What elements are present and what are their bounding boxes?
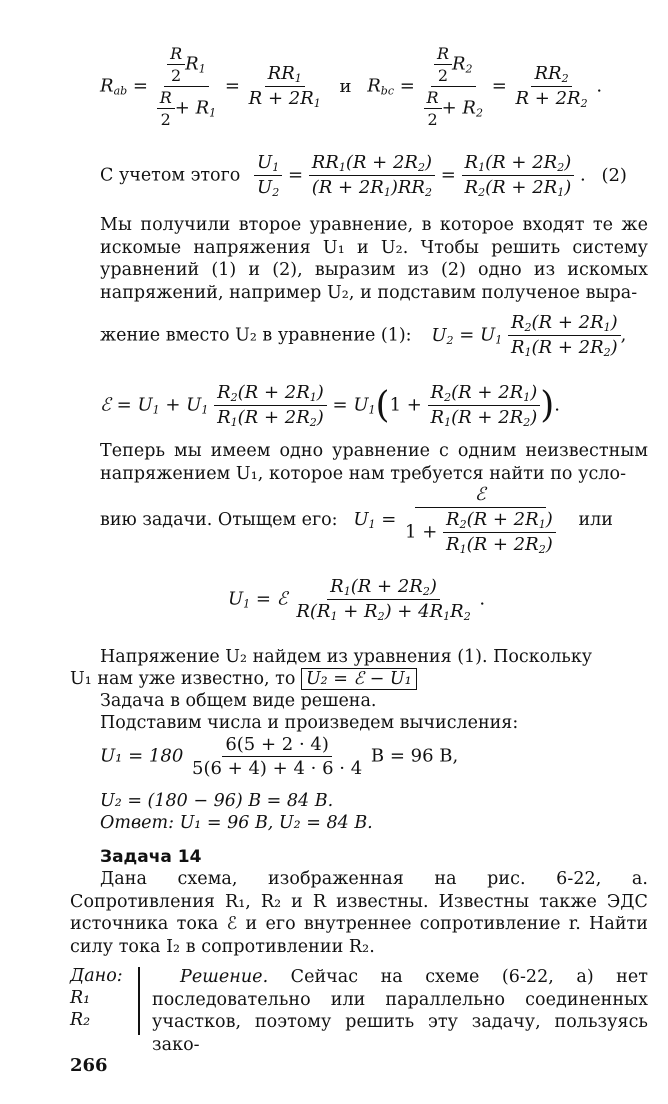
paragraph-3-line-b: U₁ нам уже известно, то U₂ = ℰ − U₁ (70, 668, 417, 690)
equation-2: С учетом этого $\frac{U_1}{U_2}$ = $\frac{RR_1(R + 2R_2)}{(R + 2R_1)RR_2}$ = $\frac{R_1(R + 2R_2)}{R_2(R + 2R_1)}$ . (2) (100, 152, 627, 199)
paragraph-2: Теперь мы имеем одно уравнение с одним неизвестным напряжением U₁, которое нам требуется найти по усло- (100, 441, 648, 484)
given-item-1: R₁ (70, 988, 91, 1008)
paragraph-3-line-d: Подставим числа и произведем вычисления: (100, 713, 519, 733)
given-divider (138, 967, 140, 1035)
solution-text: Решение. Сейчас на схеме (6-22, а) нет последовательно или параллельно соединенных участков, поэтому решить эту задачу, пользуясь зако- (152, 967, 648, 1055)
boxed-result: U₂ = ℰ − U₁ (301, 668, 417, 690)
page-number: 266 (70, 1055, 108, 1076)
answer-line (100, 812, 373, 834)
task-text: Дана схема, изображенная на рис. 6-22, а. Сопротивления R₁, R₂ и R известны. Известны также ЭДС источника тока ℰ и его внутреннее сопротивление r. Найти силу тока I₂ в сопротивлении R₂. (70, 869, 648, 957)
paragraph-3-line-a: Напряжение U₂ найдем из уравнения (1). Поскольку (100, 647, 593, 667)
paragraph-3-line-c: Задача в общем виде решена. (100, 691, 377, 711)
calc-u1: U₁ = 180 $\frac{6(5 + 2 \cdot 4)}{5(6 + 4) + 4 \cdot 6 \cdot 4}$ В = 96 В, (100, 734, 459, 779)
emf-expression: ℰ = $U_1 + U_1$ $\frac{R_2(R + 2R_1)}{R_1(R + 2R_2)}$ = $U_1(1$ + $\frac{R_2(R + 2R_1)}{R_1(R + 2R_2)}$ ). (100, 382, 561, 429)
u1-expression-2: $U_1$ = ℰ $\frac{R_1(R + 2R_2)}{R(R_1 + R_2) + 4R_1R_2}$ . (228, 576, 486, 623)
given-label: Дано: (70, 966, 123, 986)
calc-u2: U₂ = (180 − 96) В = 84 В. (100, 791, 334, 811)
answer-text: U₁ = 96 В, U₂ = 84 В. (179, 813, 373, 833)
answer-label: Ответ: (100, 813, 174, 833)
u1-expression-1: вию задачи. Отыщем его: $U_1$ = ℰ 1 + $\frac{R_2(R + 2R_1)}{R_1(R + 2R_2)}$ или (100, 484, 613, 556)
paragraph-1: Мы получили второе уравнение, в которое входят те же искомые напряжения U₁ и U₂. Чтобы решить систему уравнений (1) и (2), выразим из (2) одно из искомых напряжений, например U₂, и подставим полученое выра- (100, 215, 648, 303)
formula-rab-rbc: $R_{ab}$ = $\frac{R}{2}$ $R_1$ $\frac{R}{2}$ + $R_1$ = $\frac{RR_1}{R + 2R_1}$ и $R_{bc}$ = $\frac{R}{2}$ $R_2$ $\frac{R}{2}$ + $R_2$ = $\frac{RR_2}{R + 2R_2}$ . (100, 44, 603, 129)
given-item-2: R₂ (70, 1010, 91, 1030)
task-title: Задача 14 (100, 847, 202, 867)
u2-expression: жение вместо U₂ в уравнение (1): $U_2 = U_1$ $\frac{R_2(R + 2R_1)}{R_1(R + 2R_2)}$ , (100, 312, 627, 359)
